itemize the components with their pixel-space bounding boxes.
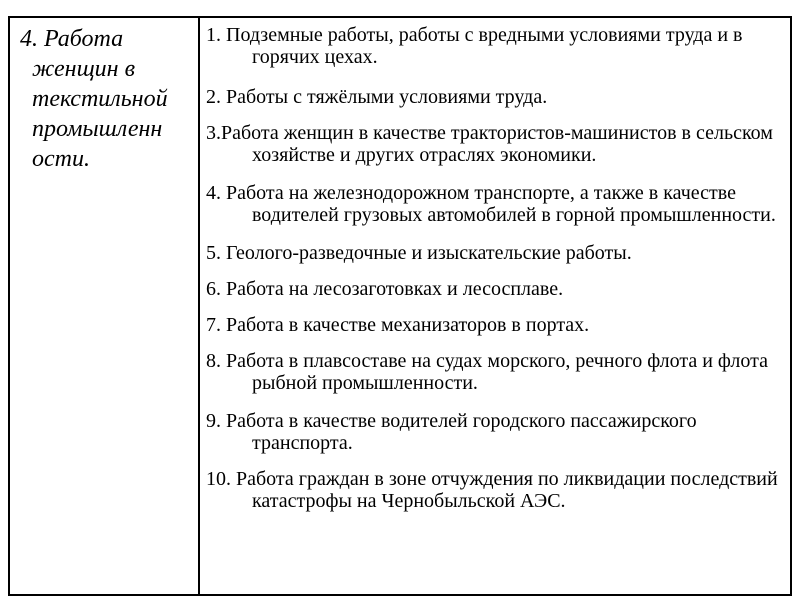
category-title-line: промышленн xyxy=(32,116,163,142)
category-title-line: текстильной xyxy=(32,86,168,112)
list-item: 7. Работа в качестве механизаторов в портах. xyxy=(206,314,590,336)
category-title-line: женщин в xyxy=(32,56,136,82)
list-item: 2. Работы с тяжёлыми условиями труда. xyxy=(206,86,548,108)
category-title-line: 4. Работа xyxy=(20,26,124,52)
document-table xyxy=(8,16,792,596)
list-item: 6. Работа на лесозаготовках и лесосплаве. xyxy=(206,278,564,300)
list-item: 1. Подземные работы, работы с вредными условиями труда и в горячих цехах. xyxy=(206,24,743,68)
right-column-cell xyxy=(200,18,790,594)
list-item: 5. Геолого-разведочные и изыскательские работы. xyxy=(206,242,632,264)
list-item: 9. Работа в качестве водителей городского пассажирского транспорта. xyxy=(206,410,697,454)
list-item: 10. Работа граждан в зоне отчуждения по ликвидации последствий катастрофы на Чернобыльской АЭС. xyxy=(206,468,778,512)
list-item: 8. Работа в плавсоставе на судах морского, речного флота и флота рыбной промышленности. xyxy=(206,350,768,394)
left-column-cell xyxy=(10,18,200,594)
category-title xyxy=(20,24,198,174)
list-item: 3.Работа женщин в качестве трактористов-машинистов в сельском хозяйстве и других отраслях экономики. xyxy=(206,122,773,166)
list-item: 4. Работа на железнодорожном транспорте, а также в качестве водителей грузовых автомобилей в горной промышленности. xyxy=(206,182,776,226)
category-title-line: ости. xyxy=(32,146,90,172)
